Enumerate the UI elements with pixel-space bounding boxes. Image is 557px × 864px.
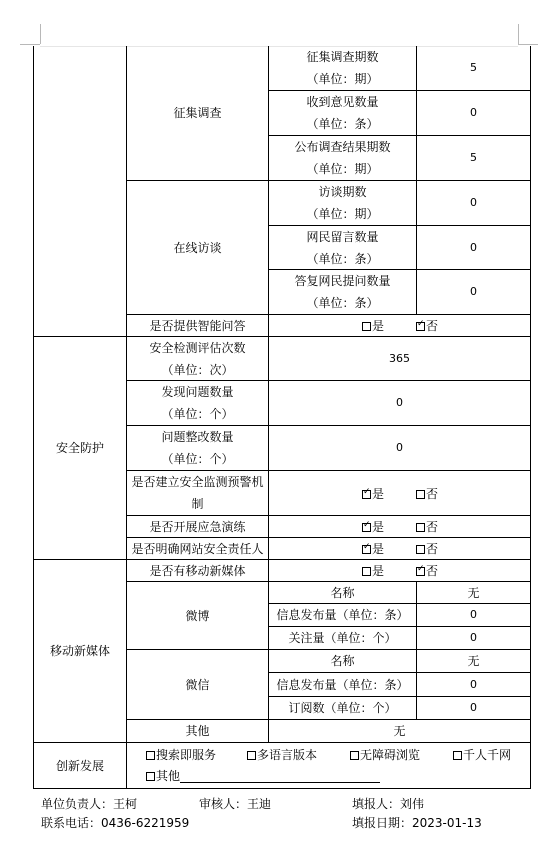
interview-value-3: 0 xyxy=(417,270,531,315)
innovation-multilang-checkbox[interactable] xyxy=(247,751,256,760)
has-media-yes-option[interactable]: 是 xyxy=(362,563,384,579)
security-check-options-2 xyxy=(269,516,531,538)
monitor-warning-no-checkbox[interactable] xyxy=(416,490,425,499)
interview-label-2: 网民留言数量 （单位：条） xyxy=(269,226,417,270)
weibo-name: 微博 xyxy=(127,582,269,650)
media-other-label: 其他 xyxy=(127,720,269,743)
footer-reviewer: 审核人：王迪 xyxy=(199,797,272,811)
security-check-options-3 xyxy=(269,538,531,560)
wechat-value-1: 无 xyxy=(417,650,531,673)
innovation-accessible-checkbox[interactable] xyxy=(350,751,359,760)
drill-yes-checkbox[interactable] xyxy=(362,523,371,532)
wechat-label-1: 名称 xyxy=(269,650,417,673)
innovation-option-accessible[interactable]: 无障碍浏览 xyxy=(350,747,420,763)
has-media-no-option[interactable]: ✓ 否 xyxy=(416,563,438,579)
interview-name: 在线访谈 xyxy=(127,181,269,315)
monitor-warning-yes-option[interactable]: ✓ 是 xyxy=(362,486,384,502)
smart-qa-yes-checkbox[interactable] xyxy=(362,322,371,331)
has-media-label: 是否有移动新媒体 xyxy=(127,560,269,582)
solicitation-label-1: 征集调查期数 （单位：期） xyxy=(269,46,417,91)
innovation-option-personalized[interactable]: 千人千网 xyxy=(453,747,511,763)
security-label-1: 安全检测评估次数 （单位：次） xyxy=(127,337,269,381)
interview-label-1: 访谈期数 （单位：期） xyxy=(269,181,417,226)
weibo-value-3: 0 xyxy=(417,627,531,650)
drill-no-checkbox[interactable] xyxy=(416,523,425,532)
footer-phone: 联系电话：0436-6221959 xyxy=(41,816,190,830)
security-value-3: 0 xyxy=(269,426,531,471)
innovation-option-search[interactable]: 搜索即服务 xyxy=(146,747,216,763)
solicitation-value-1: 5 xyxy=(417,46,531,91)
weibo-value-2: 0 xyxy=(417,604,531,627)
smart-qa-no-option[interactable]: ✓ 否 xyxy=(416,318,438,334)
wechat-value-3: 0 xyxy=(417,697,531,720)
security-value-1: 365 xyxy=(269,337,531,381)
monitor-warning-yes-checkbox[interactable] xyxy=(362,490,371,499)
solicitation-name: 征集调查 xyxy=(127,46,269,181)
responsible-no-checkbox[interactable] xyxy=(416,545,425,554)
security-check-label-3: 是否明确网站安全责任人 xyxy=(127,538,269,560)
responsible-no-option[interactable]: 否 xyxy=(416,541,438,557)
innovation-name: 创新发展 xyxy=(33,743,127,789)
interview-value-2: 0 xyxy=(417,226,531,270)
solicitation-value-2: 0 xyxy=(417,91,531,136)
innovation-option-multilang[interactable]: 多语言版本 xyxy=(247,747,317,763)
weibo-label-2: 信息发布量（单位：条） xyxy=(269,604,417,627)
innovation-other-blank[interactable] xyxy=(180,770,380,783)
footer-date: 填报日期：2023-01-13 xyxy=(352,816,482,830)
has-media-options xyxy=(269,560,531,582)
wechat-label-2: 信息发布量（单位：条） xyxy=(269,673,417,697)
smart-qa-no-checkbox[interactable] xyxy=(416,322,425,331)
wechat-value-2: 0 xyxy=(417,673,531,697)
security-check-label-1: 是否建立安全监测预警机 制 xyxy=(127,471,269,516)
solicitation-label-2: 收到意见数量 （单位：条） xyxy=(269,91,417,136)
solicitation-value-3: 5 xyxy=(417,136,531,181)
has-media-yes-checkbox[interactable] xyxy=(362,567,371,576)
security-label-2: 发现问题数量 （单位：个） xyxy=(127,381,269,426)
responsible-yes-option[interactable]: ✓ 是 xyxy=(362,541,384,557)
interview-value-1: 0 xyxy=(417,181,531,226)
smart-qa-yes-option[interactable]: 是 xyxy=(362,318,384,334)
interview-label-3: 答复网民提问数量 （单位：条） xyxy=(269,270,417,315)
media-other-value: 无 xyxy=(269,720,531,743)
innovation-option-other[interactable]: 其他 xyxy=(146,768,380,784)
smart-qa-options xyxy=(269,315,531,337)
innovation-personalized-checkbox[interactable] xyxy=(453,751,462,760)
footer-unit-head: 单位负责人：王柯 xyxy=(41,797,138,811)
wechat-label-3: 订阅数（单位：个） xyxy=(269,697,417,720)
has-media-no-checkbox[interactable] xyxy=(416,567,425,576)
continued-category-cell xyxy=(33,46,127,337)
wechat-name: 微信 xyxy=(127,650,269,720)
smart-qa-label: 是否提供智能问答 xyxy=(127,315,269,337)
security-value-2: 0 xyxy=(269,381,531,426)
security-check-label-2: 是否开展应急演练 xyxy=(127,516,269,538)
drill-no-option[interactable]: 否 xyxy=(416,519,438,535)
security-name: 安全防护 xyxy=(33,337,127,560)
footer-filler: 填报人：刘伟 xyxy=(352,797,425,811)
drill-yes-option[interactable]: ✓ 是 xyxy=(362,519,384,535)
monitor-warning-no-option[interactable]: 否 xyxy=(416,486,438,502)
weibo-label-1: 名称 xyxy=(269,582,417,604)
innovation-other-checkbox[interactable] xyxy=(146,772,155,781)
solicitation-label-3: 公布调查结果期数 （单位：期） xyxy=(269,136,417,181)
responsible-yes-checkbox[interactable] xyxy=(362,545,371,554)
security-check-options-1 xyxy=(269,471,531,516)
weibo-label-3: 关注量（单位：个） xyxy=(269,627,417,650)
weibo-value-1: 无 xyxy=(417,582,531,604)
innovation-search-checkbox[interactable] xyxy=(146,751,155,760)
security-label-3: 问题整改数量 （单位：个） xyxy=(127,426,269,471)
media-name: 移动新媒体 xyxy=(33,560,127,743)
